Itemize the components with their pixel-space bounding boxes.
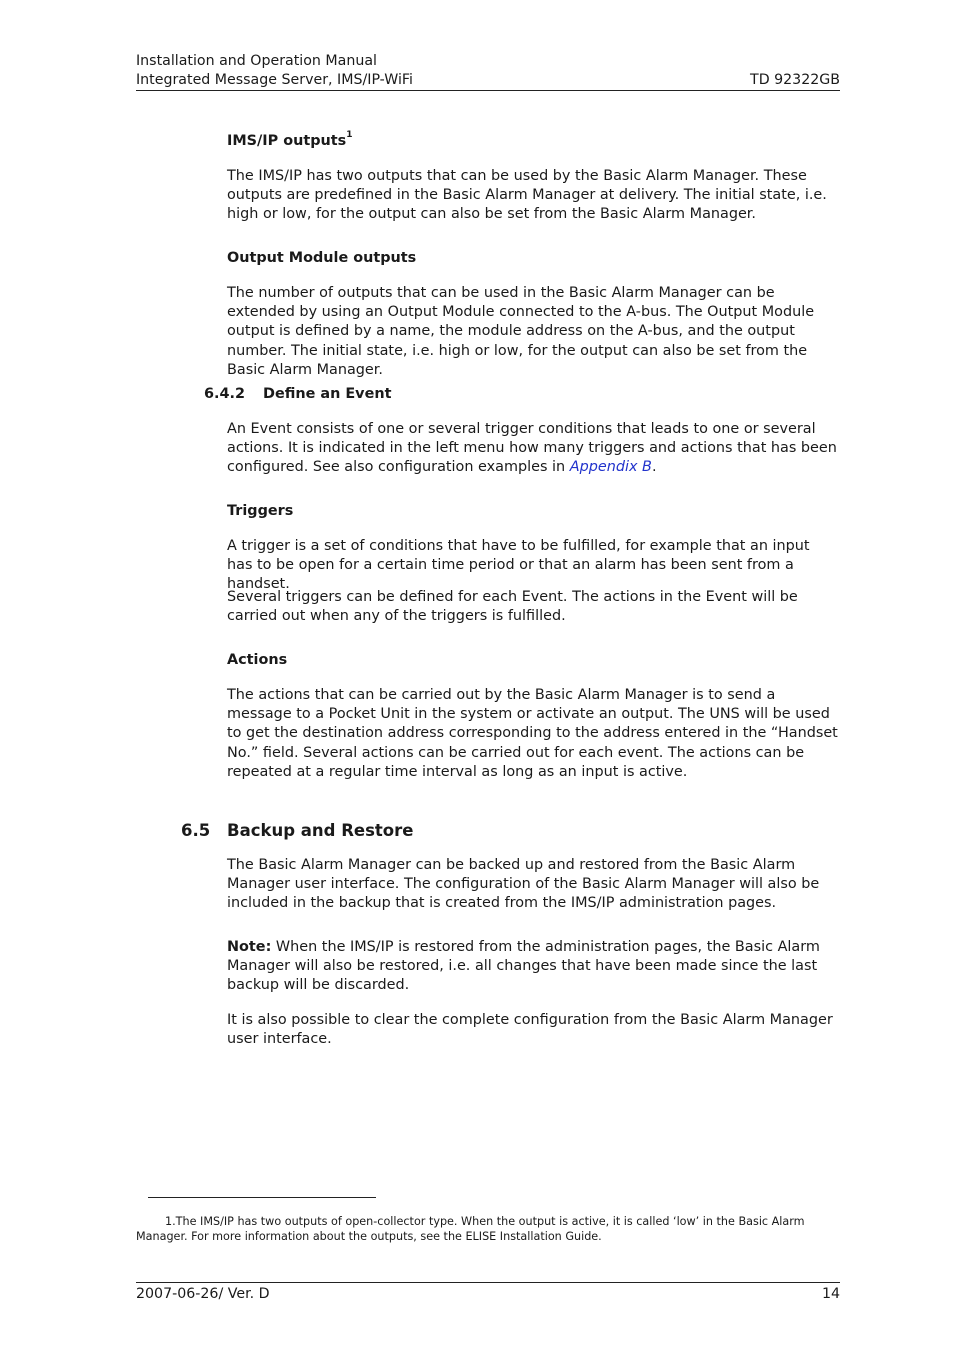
- backup-paragraph: The Basic Alarm Manager can be backed up and restored from the Basic Alarm Manager user interface. The configuration of the Basic Alarm Manager will also be included in the backup that is created from the IMS/IP administration pages.: [227, 857, 820, 912]
- footer-date-version: 2007-06-26/ Ver. D: [136, 1286, 270, 1302]
- event-text-end: .: [651, 459, 657, 476]
- footnote-text: 1.The IMS/IP has two outputs of open-collector type. When the output is active, it is called ‘low’ in the Basic Alarm Manager. For more information about the outputs, see the ELISE Installation Guide.: [136, 1215, 805, 1243]
- footer-rule: [136, 1282, 840, 1283]
- footnote-separator: [148, 1197, 376, 1198]
- note-text: When the IMS/IP is restored from the administration pages, the Basic Alarm Manager will also be restored, i.e. all changes that have been made since the last backup will be discarded.: [227, 939, 820, 994]
- section-65-number: 6.5: [181, 821, 211, 840]
- appendix-b-link[interactable]: Appendix B: [569, 459, 652, 476]
- note-paragraph: [227, 938, 839, 996]
- event-paragraph: [227, 420, 839, 478]
- page-number: 14: [821, 1286, 840, 1302]
- section-65-title: Backup and Restore: [227, 821, 414, 840]
- clear-paragraph: It is also possible to clear the complete configuration from the Basic Alarm Manager user interface.: [227, 1012, 833, 1048]
- triggers-paragraph-1: A trigger is a set of conditions that have to be fulfilled, for example that an input has to be open for a certain time period or that an alarm has been sent from a handset.: [227, 538, 810, 593]
- header-rule: [136, 90, 840, 91]
- note-label: Note:: [227, 939, 272, 955]
- section-642-number: 6.4.2: [204, 386, 245, 402]
- actions-paragraph: The actions that can be carried out by the Basic Alarm Manager is to send a message to a Pocket Unit in the system or activate an output. The UNS will be used to get the destination address corresponding to the address entered in the “Handset No.” field. Several actions can be carried out for each event. The actions can be repeated at a regular time interval as long as an input is active.: [227, 687, 838, 780]
- triggers-heading: Triggers: [227, 503, 294, 519]
- triggers-paragraph-2: Several triggers can be defined for each Event. The actions in the Event will be carried out when any of the triggers is fulfilled.: [227, 589, 798, 625]
- outputs-paragraph: The IMS/IP has two outputs that can be used by the Basic Alarm Manager. These outputs are predefined in the Basic Alarm Manager at delivery. The initial state, i.e. high or low, for the output can also be set from the Basic Alarm Manager.: [227, 168, 827, 223]
- outputs-heading: [227, 132, 352, 151]
- event-text: An Event consists of one or several trigger conditions that leads to one or several actions. It is indicated in the left menu how many triggers and actions that has been configured. See also configuration examples in: [227, 421, 837, 476]
- header-manual-title: Installation and Operation Manual: [136, 53, 377, 69]
- header-doc-id: TD 92322GB: [750, 72, 840, 88]
- outputs-heading-text: IMS/IP outputs: [227, 133, 347, 149]
- header-product-name: Integrated Message Server, IMS/IP-WiFi: [136, 72, 413, 88]
- actions-heading: Actions: [227, 652, 288, 668]
- module-paragraph: The number of outputs that can be used in the Basic Alarm Manager can be extended by using an Output Module connected to the A-bus. The Output Module output is defined by a name, the module address on the A-bus, and the output number. The initial state, i.e. high or low, for the output can also be set from the Basic Alarm Manager.: [227, 285, 815, 378]
- footnote-ref[interactable]: 1: [346, 130, 353, 141]
- module-heading: Output Module outputs: [227, 250, 417, 266]
- section-642-title: Define an Event: [263, 386, 392, 402]
